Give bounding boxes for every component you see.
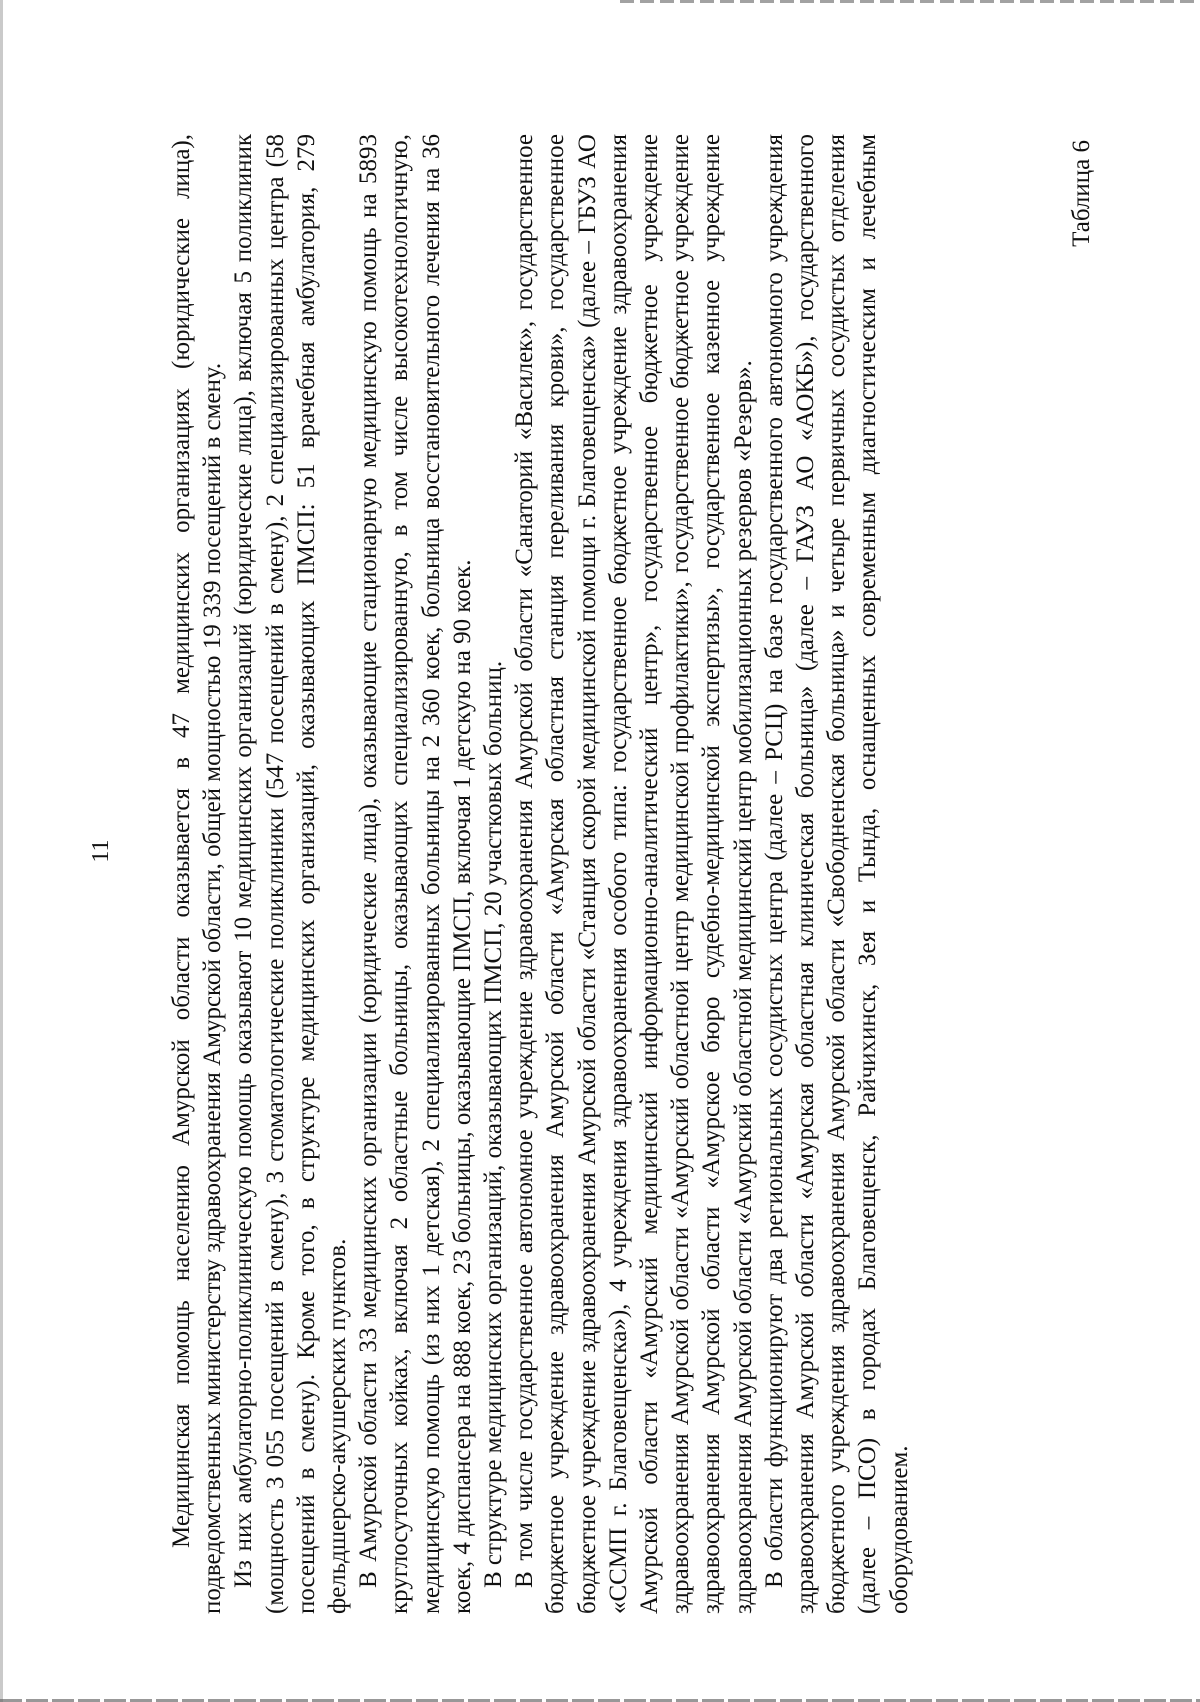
paragraph: В структуре медицинских организаций, оказывающих ПМСП, 20 участковых больниц.: [480, 660, 508, 1588]
table-label: Таблица 6: [1068, 140, 1095, 247]
paragraph: Медицинская помощь населению Амурской области оказывается в 47 медицинских организациях (юридические лица), подведомственных министерству здравоохранения Амурской области, общей мощностью 19 339 посещений в смену.: [168, 134, 227, 1614]
paragraph: Из них амбулаторно-поликлиническую помощь оказывают 10 медицинских организаций (юридические лица), включая 5 поликлиник (мощность 3 055 посещений в смену), 3 стоматологические поликлиники (547 посещений в смену), 2 специализированных центра (58 посещений в смену). Кроме того, в структуре медицинских организаций, оказывающих ПМСП: 51 врачебная амбулатория, 279 фельдшерско-акушерских пунктов.: [230, 134, 352, 1614]
paragraph: В области функционируют два региональных сосудистых центра (далее – РСЦ) на базе государственного автономного учреждения здравоохранения Амурской области «Амурская областная клиническая больница» (далее – ГАУЗ АО «АОКБ»), государственного бюджетного учреждения здравоохранения Амурской области «Свободненская больница» и четыре первичных сосудистых отделения (далее – ПСО) в городах Благовещенск, Райчихинск, Зея и Тында, оснащенных современным диагностическим и лечебным оборудованием.: [760, 134, 913, 1614]
paragraph: В том числе государственное автономное учреждение здравоохранения Амурской области «Санаторий «Василек», государственное бюджетное учреждение здравоохранения Амурской области «Амурская областная станция переливания крови», государственное бюджетное учреждение здравоохранения Амурской области «Станция скорой медицинской помощи г. Благовещенска» (далее – ГБУЗ АО «ССМП г. Благовещенска»), 4 учреждения здравоохранения особого типа: государственное бюджетное учреждение здравоохранения Амурской области «Амурский медицинский информационно-аналитический центр», государственное бюджетное учреждение здравоохранения Амурской области «Амурский областной центр медицинской профилактики», государственное бюджетное учреждение здравоохранения Амурской области «Амурское бюро судебно-медицинской экспертизы», государственное казенное учреждение здравоохранения Амурской области «Амурский областной медицинский центр мобилизационных резервов «Резерв».: [511, 134, 757, 1614]
document-body: [166, 134, 915, 1614]
page-number: 11: [88, 839, 114, 863]
paragraph: В Амурской области 33 медицинских организации (юридические лица), оказывающие стационарную медицинскую помощь на 5893 круглосуточных койках, включая 2 областные больницы, оказывающих специализированную, в том числе высокотехнологичную, медицинскую помощь (из них 1 детская), 2 специализированных больницы на 2 360 коек, больница восстановительного лечения на 36 коек, 4 диспансера на 888 коек, 23 больницы, оказывающие ПМСП, включая 1 детскую на 90 коек.: [355, 134, 476, 1614]
